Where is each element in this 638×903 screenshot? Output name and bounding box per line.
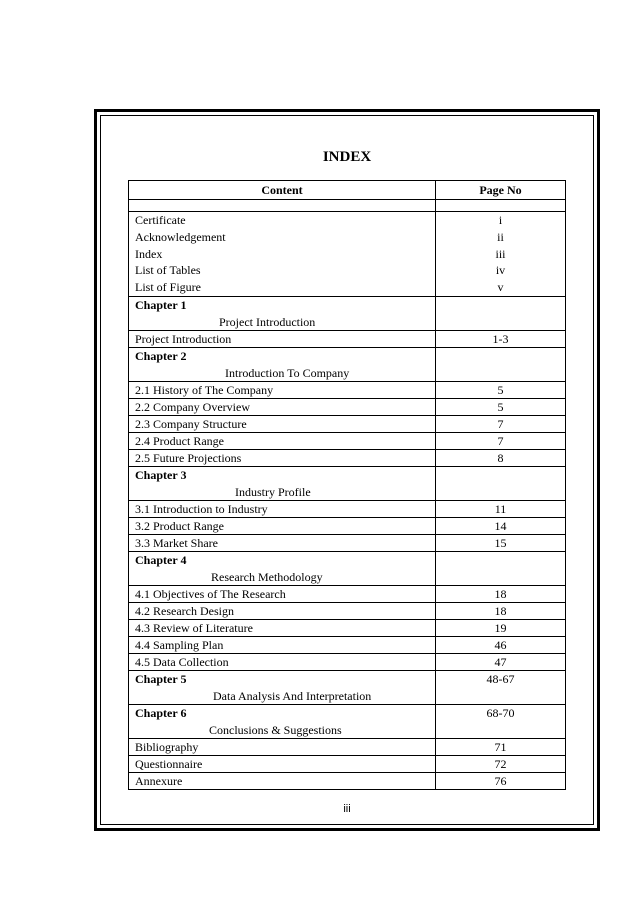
- front-matter-labels: [129, 212, 436, 297]
- entry-label: 3.1 Introduction to Industry: [129, 500, 436, 517]
- entry-page: 7: [436, 432, 566, 449]
- table-row: [129, 772, 566, 789]
- chapter-heading-cell: [129, 704, 436, 738]
- entry-page: 71: [436, 738, 566, 755]
- chapter-label: Chapter 3: [135, 467, 187, 482]
- entry-label: 2.1 History of The Company: [129, 381, 436, 398]
- entry-page: 15: [436, 534, 566, 551]
- spacer-row: [129, 200, 566, 212]
- page-number-footer: iii: [343, 803, 351, 815]
- chapter-page: [436, 296, 566, 330]
- entry-page: 1-3: [436, 330, 566, 347]
- chapter-row: [129, 704, 566, 738]
- table-row: [129, 619, 566, 636]
- front-matter-page: v: [497, 280, 504, 295]
- entry-page: 7: [436, 415, 566, 432]
- chapter-row: [129, 296, 566, 330]
- chapter-page: 48-67: [436, 670, 566, 704]
- entry-label: 4.3 Review of Literature: [129, 619, 436, 636]
- chapter-page: [436, 466, 566, 500]
- entry-label: Questionnaire: [129, 755, 436, 772]
- entry-page: 76: [436, 772, 566, 789]
- page-border: [94, 109, 600, 831]
- entry-label: Project Introduction: [129, 330, 436, 347]
- page-no-header: Page No: [436, 181, 566, 200]
- chapter-label: Chapter 6: [135, 705, 187, 720]
- table-row: [129, 755, 566, 772]
- table-row: [129, 636, 566, 653]
- chapter-subtitle: Project Introduction: [219, 314, 316, 329]
- entry-label: Annexure: [129, 772, 436, 789]
- table-row: [129, 585, 566, 602]
- entry-page: 11: [436, 500, 566, 517]
- entry-label: 4.1 Objectives of The Research: [129, 585, 436, 602]
- entry-label: 3.2 Product Range: [129, 517, 436, 534]
- entry-page: 47: [436, 653, 566, 670]
- chapter-heading-cell: [129, 551, 436, 585]
- table-row: [129, 432, 566, 449]
- entry-page: 8: [436, 449, 566, 466]
- entry-label: 4.2 Research Design: [129, 602, 436, 619]
- entry-page: 18: [436, 585, 566, 602]
- entry-page: 18: [436, 602, 566, 619]
- entry-label: 4.4 Sampling Plan: [129, 636, 436, 653]
- entry-page: 72: [436, 755, 566, 772]
- chapter-heading-cell: [129, 670, 436, 704]
- chapter-page: 68-70: [436, 704, 566, 738]
- front-matter-pages: [436, 212, 566, 297]
- chapter-row: [129, 551, 566, 585]
- chapter-row: [129, 670, 566, 704]
- entry-label: 2.4 Product Range: [129, 432, 436, 449]
- front-matter-label: List of Tables: [135, 263, 201, 278]
- entry-label: 2.2 Company Overview: [129, 398, 436, 415]
- chapter-label: Chapter 4: [135, 552, 187, 567]
- chapter-subtitle: Industry Profile: [235, 484, 311, 499]
- chapter-label: Chapter 5: [135, 671, 187, 686]
- entry-page: 19: [436, 619, 566, 636]
- chapter-heading-cell: [129, 347, 436, 381]
- chapter-heading-cell: [129, 296, 436, 330]
- entry-label: 3.3 Market Share: [129, 534, 436, 551]
- front-matter-label: Acknowledgement: [135, 229, 226, 244]
- front-matter-label: Index: [135, 246, 163, 261]
- chapter-label: Chapter 2: [135, 348, 187, 363]
- entry-page: 5: [436, 398, 566, 415]
- entry-label: 4.5 Data Collection: [129, 653, 436, 670]
- front-matter-row: [129, 212, 566, 297]
- front-matter-page: iii: [495, 246, 506, 261]
- front-matter-page: i: [498, 213, 503, 227]
- entry-page: 14: [436, 517, 566, 534]
- chapter-subtitle: Research Methodology: [211, 569, 323, 584]
- index-table: [128, 180, 566, 790]
- entry-page: 46: [436, 636, 566, 653]
- chapter-subtitle: Conclusions & Suggestions: [209, 722, 342, 737]
- table-row: [129, 602, 566, 619]
- chapter-heading-cell: [129, 466, 436, 500]
- front-matter-page: ii: [497, 229, 504, 244]
- table-row: [129, 534, 566, 551]
- table-row: [129, 500, 566, 517]
- table-row: [129, 381, 566, 398]
- chapter-subtitle: Introduction To Company: [225, 365, 350, 380]
- chapter-label: Chapter 1: [135, 297, 187, 312]
- table-row: [129, 449, 566, 466]
- table-header-row: [129, 181, 566, 200]
- entry-label: Bibliography: [129, 738, 436, 755]
- table-row: [129, 398, 566, 415]
- front-matter-label: Certificate: [135, 213, 186, 227]
- index-body: [129, 200, 566, 790]
- chapter-subtitle: Data Analysis And Interpretation: [213, 688, 372, 703]
- entry-label: 2.5 Future Projections: [129, 449, 436, 466]
- entry-label: 2.3 Company Structure: [129, 415, 436, 432]
- entry-page: 5: [436, 381, 566, 398]
- front-matter-page: iv: [495, 263, 506, 278]
- chapter-page: [436, 551, 566, 585]
- front-matter-label: List of Figure: [135, 280, 201, 295]
- index-title: INDEX: [322, 149, 372, 165]
- table-row: [129, 517, 566, 534]
- table-row: [129, 653, 566, 670]
- chapter-row: [129, 466, 566, 500]
- chapter-page: [436, 347, 566, 381]
- chapter-row: [129, 347, 566, 381]
- table-row: [129, 330, 566, 347]
- table-row: [129, 415, 566, 432]
- table-row: [129, 738, 566, 755]
- content-header: Content: [129, 181, 436, 200]
